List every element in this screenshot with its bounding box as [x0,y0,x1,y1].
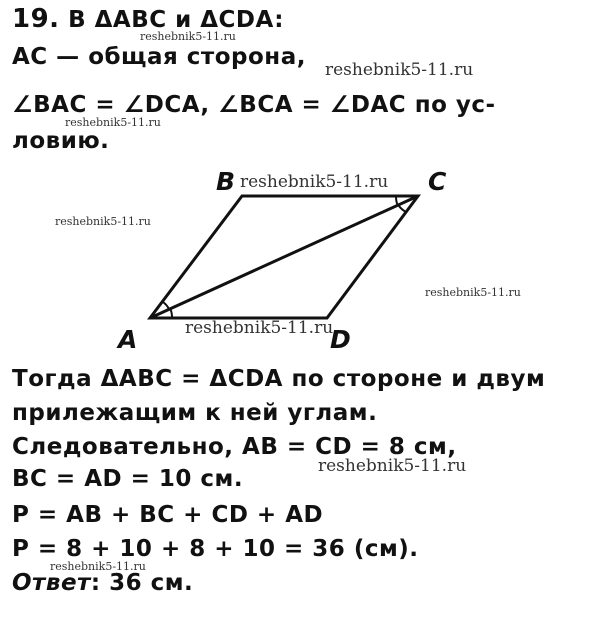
answer-line [12,570,193,596]
answer-value: : 36 см. [90,570,194,596]
problem-line-2: ∠BAC = ∠DCA, ∠BCA = ∠DAC по ус- [12,92,496,118]
solution-line-6: P = 8 + 10 + 8 + 10 = 36 (см). [12,536,419,562]
answer-label: Ответ [12,570,91,596]
watermark: reshebnik5-11.ru [140,30,236,43]
vertex-label-c: C [428,167,447,196]
watermark: reshebnik5-11.ru [55,215,151,228]
watermark: reshebnik5-11.ru [240,172,389,192]
angle-arc-a-2 [163,302,169,309]
watermark: reshebnik5-11.ru [50,560,146,573]
vertex-label-b: B [216,167,236,196]
solution-line-4: BC = AD = 10 см. [12,466,244,492]
vertex-label-d: D [330,325,351,354]
solution-line-1: Тогда ΔABC = ΔCDA по стороне и двум [12,366,546,392]
solution-line-2: прилежащим к ней углам. [12,400,378,426]
problem-line-1: AC — общая сторона, [12,44,306,70]
solution-line-3: Следовательно, AB = CD = 8 см, [12,434,457,460]
watermark: reshebnik5-11.ru [185,318,334,338]
problem-header-text: В ΔABC и ΔCDA: [68,7,284,33]
vertex-label-a: A [118,325,138,354]
angle-arc-c-2 [399,206,406,212]
problem-number: 19. [12,4,60,34]
solution-line-5: P = AB + BC + CD + AD [12,502,324,528]
problem-line-3: ловию. [12,128,110,154]
watermark: reshebnik5-11.ru [65,116,161,129]
watermark: reshebnik5-11.ru [325,60,474,80]
watermark: reshebnik5-11.ru [318,456,467,476]
watermark: reshebnik5-11.ru [425,286,521,299]
diagonal-ac [150,196,418,318]
